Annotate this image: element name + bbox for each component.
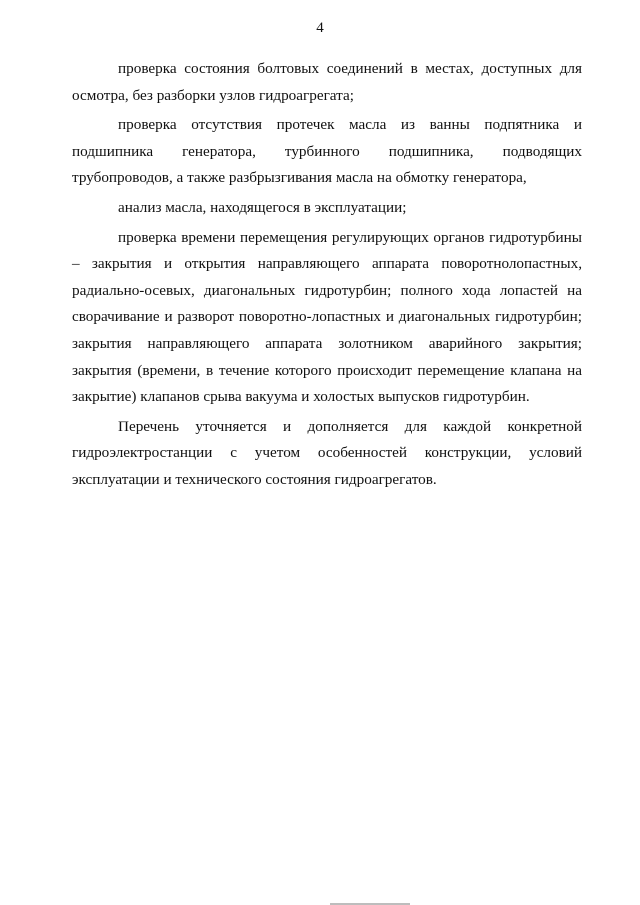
paragraph-oil-analysis: анализ масла, находящегося в эксплуатации; <box>118 198 407 216</box>
document-body <box>72 56 582 497</box>
paragraph-oil-leak-check: проверка отсутствия протечек масла из ванны подпятника и подшипника генератора, турбинного подшипника, подводящих трубопроводов, а также разбрызгивания масла на обмотку генератора, <box>72 116 582 187</box>
paragraph-list-note: Перечень уточняется и дополняется для каждой конкретной гидроэлектростанции с учетом особенностей конструкции, условий эксплуатации и технического состояния гидроагрегатов. <box>72 417 582 488</box>
paragraph-timing-check: проверка времени перемещения регулирующих органов гидротурбины – закрытия и открытия направляющего аппарата поворотнолопастных, радиально-осевых, диагональных гидротурбин; полного хода лопастей на сворачивание и разворот поворотно-лопастных и диагональных гидротурбин; закрытия направляющего аппарата золотником аварийного закрытия; закрытия (времени, в течение которого происходит перемещение клапана на закрытие) клапанов срыва вакуума и холостых выпусков гидротурбин. <box>72 228 582 406</box>
page-number: 4 <box>316 20 324 36</box>
paragraph-bolt-check: проверка состояния болтовых соединений в местах, доступных для осмотра, без разборки узлов гидроагрегата; <box>72 60 582 104</box>
